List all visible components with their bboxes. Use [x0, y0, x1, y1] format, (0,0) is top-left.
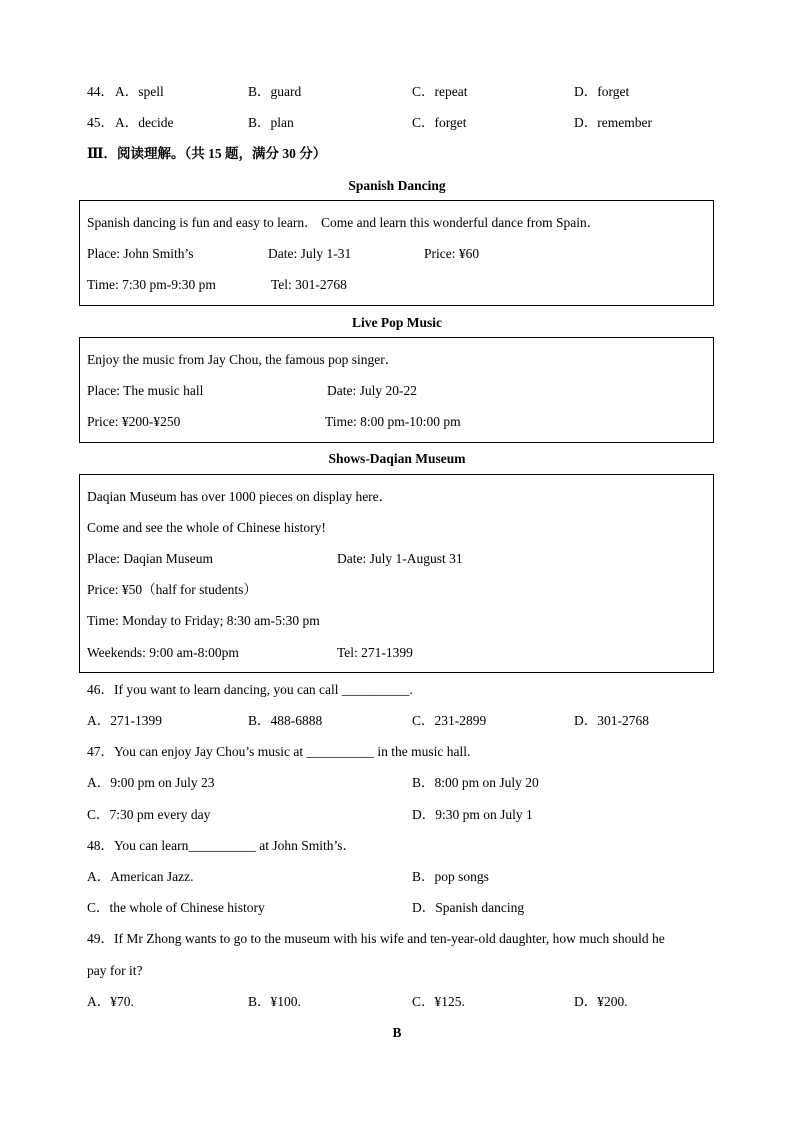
q45-option-c: C．forget — [412, 115, 467, 130]
q46-option-c: C．231-2899 — [412, 713, 487, 728]
q47-option-b: B．8:00 pm on July 20 — [412, 775, 539, 790]
q49-option-d: D．¥200. — [574, 994, 628, 1009]
ad2-price: Price: ¥200-¥250 — [87, 414, 181, 429]
ad3-price: Price: ¥50（half for students） — [87, 582, 257, 597]
ad1-price: Price: ¥60 — [424, 246, 480, 261]
q47-option-a: A．9:00 pm on July 23 — [87, 775, 215, 790]
q47-stem: 47．You can enjoy Jay Chou’s music at __________ in the music hall. — [87, 744, 471, 759]
q45-option-d: D．remember — [574, 115, 652, 130]
ad2-intro: Enjoy the music from Jay Chou, the famous pop singer． — [87, 352, 399, 367]
q49-stem-line-2: pay for it? — [87, 963, 143, 978]
ad1-tel: Tel: 301-2768 — [271, 277, 347, 292]
ad3-intro-2: Come and see the whole of Chinese history! — [87, 520, 326, 535]
q44-option-b: B．guard — [248, 84, 302, 99]
part-b-label: B — [392, 1025, 402, 1040]
q48-stem: 48．You can learn__________ at John Smith’s． — [87, 838, 356, 853]
ad2-box — [79, 337, 714, 443]
ad1-place: Place: John Smith’s — [87, 246, 194, 261]
q44-option-d: D．forget — [574, 84, 630, 99]
ad1-title: Spanish Dancing — [348, 178, 446, 193]
ad2-title: Live Pop Music — [352, 315, 442, 330]
q48-option-c: C．the whole of Chinese history — [87, 900, 265, 915]
q47-option-d: D．9:30 pm on July 1 — [412, 807, 533, 822]
ad3-box — [79, 474, 714, 673]
q48-option-b: B．pop songs — [412, 869, 489, 884]
q44-option-c: C．repeat — [412, 84, 468, 99]
q49-stem-line-1: 49．If Mr Zhong wants to go to the museum with his wife and ten-year-old daughter, how much should he — [87, 931, 665, 946]
ad3-title: Shows-Daqian Museum — [328, 451, 466, 466]
ad3-tel: Tel: 271-1399 — [337, 645, 413, 660]
ad3-intro-1: Daqian Museum has over 1000 pieces on display here． — [87, 489, 393, 504]
q45-option-b: B．plan — [248, 115, 294, 130]
ad3-place: Place: Daqian Museum — [87, 551, 213, 566]
q49-option-a: A．¥70. — [87, 994, 134, 1009]
q46-option-d: D．301-2768 — [574, 713, 649, 728]
q45-option-a: A．decide — [115, 115, 174, 130]
ad2-place: Place: The music hall — [87, 383, 204, 398]
ad3-date: Date: July 1-August 31 — [337, 551, 463, 566]
ad2-time: Time: 8:00 pm-10:00 pm — [325, 414, 461, 429]
ad3-time: Time: Monday to Friday; 8:30 am-5:30 pm — [87, 613, 320, 628]
q48-option-a: A．American Jazz. — [87, 869, 194, 884]
ad1-time: Time: 7:30 pm-9:30 pm — [87, 277, 216, 292]
ad3-weekends: Weekends: 9:00 am-8:00pm — [87, 645, 239, 660]
q46-stem: 46．If you want to learn dancing, you can call __________. — [87, 682, 413, 697]
q44-option-a: A．spell — [115, 84, 164, 99]
q49-option-c: C．¥125. — [412, 994, 465, 1009]
section-3-heading: Ⅲ．阅读理解。（共 15 题，满分 30 分） — [87, 146, 327, 161]
q48-option-d: D．Spanish dancing — [412, 900, 525, 915]
ad1-box — [79, 200, 714, 306]
q49-option-b: B．¥100. — [248, 994, 301, 1009]
q45-number: 45． — [87, 115, 114, 130]
q47-option-c: C．7:30 pm every day — [87, 807, 211, 822]
ad1-intro: Spanish dancing is fun and easy to learn． Come and learn this wonderful dance from Spain． — [87, 215, 601, 230]
q46-option-a: A．271-1399 — [87, 713, 162, 728]
q46-option-b: B．488-6888 — [248, 713, 323, 728]
ad2-date: Date: July 20-22 — [327, 383, 417, 398]
ad1-date: Date: July 1-31 — [268, 246, 352, 261]
q44-number: 44． — [87, 84, 114, 99]
